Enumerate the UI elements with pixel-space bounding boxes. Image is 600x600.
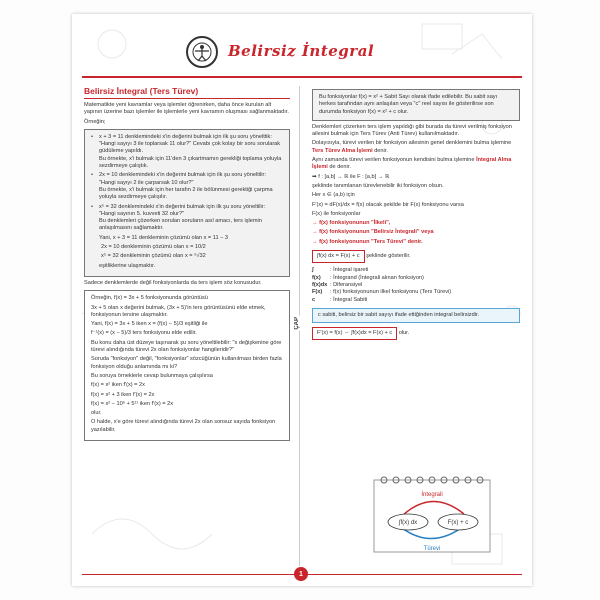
highlight-term: İntegral Alma İşlemi — [312, 157, 512, 171]
meaning: : f(x) fonksiyonunun ilkel fonksiyonu (Ters Türevi) — [330, 289, 452, 296]
notebook-illustration — [372, 474, 492, 554]
definition-row — [312, 275, 520, 282]
meaning: : Diferansiyel — [330, 281, 363, 288]
text: Aynı zamanda türevi verilen fonksiyonun kendisini bulma işlemine — [312, 157, 475, 164]
equation: f(x) = x² + 3 iken f′(x) = 2x — [91, 391, 155, 398]
integral-formula: ∫f(x) dx = F(x) + c — [312, 250, 365, 263]
names-list — [312, 211, 520, 246]
paragraph — [312, 140, 520, 155]
list-item: • 2x = 10 denklemindeki x'in değerini bulmak için ilk şu soru yöneltilir: "Hangi sayıyı 2 ile çarparsak 10 olur?" — [91, 172, 283, 187]
equation: f(x) = x² − 10⁶ + 5¹¹ iken f′(x) = 2x — [91, 400, 173, 407]
symbol: f(x)dx — [312, 281, 328, 288]
meaning: : İntegrand (İntegrali alınan fonksiyon) — [330, 274, 424, 281]
section-title: Belirsiz İntegral (Ters Türev) — [84, 86, 290, 99]
paragraph — [312, 157, 520, 172]
page-title: Belirsiz İntegral — [228, 42, 375, 60]
examples-box — [84, 129, 290, 277]
derivative-equation: F′(x) = dF(x)/dx = f(x) olacak şekilde bir F(x) fonksiyonu varsa — [312, 201, 464, 208]
text: de denir. — [329, 164, 351, 171]
left-column — [84, 86, 290, 444]
equation: f(x) = x² iken f′(x) = 2x — [91, 382, 145, 389]
box-line: Örneğin, f(x) = 3x + 5 fonksiyonunda görüntüsü — [91, 295, 208, 302]
list-item: F(x) ile fonksiyonlar — [312, 210, 361, 217]
vitruvian-logo-icon — [186, 36, 218, 68]
for-all-text: Her x ∈ (a,b) için — [312, 192, 355, 199]
summary-box — [312, 89, 520, 121]
equivalence-formula: F′(x) = f(x) ⇔ ∫f(x)dx = F(x) + c — [312, 327, 397, 340]
box-line: Bu soruya örneklerle cevap bulunmaya çalışılırsa — [91, 372, 213, 379]
box-line: Yani, f(x) = 3x + 5 iken x = (f(x) − 5)/3 eşitliği ile — [91, 321, 208, 328]
definition-row — [312, 297, 520, 304]
equation: x⁵ = 32 denkleminin çözümü olan x = ⁵√32 — [101, 253, 206, 260]
notebook-right-label: F(x) + c — [447, 520, 469, 526]
list-item: Yani, x + 3 = 11 denkleminin çözümü olan x = 11 − 3 — [99, 234, 229, 241]
list-item: • x⁵ = 32 denklemindeki x'in değerini bulmak için ilk şu soru yöneltilir: "Hangi sayının 5. kuvveti 32 olur?" — [91, 204, 283, 219]
intro-text: Matematikte yeni kavramlar veya işlemler öğrenirken, daha önce kurulan alt yapının üzerine bazı işlemler ile işlemlerle yeni kavramın oluşması sağlanmaktadır. — [84, 102, 289, 116]
example-label: Örneğin; — [84, 118, 106, 125]
symbol: f(x) — [312, 274, 321, 281]
function-definition: ➡ f : [a,b] → ℝ ile F : [a,b] → ℝ — [312, 173, 390, 180]
list-item: → f(x) fonksiyonunun "Ters Türevi" denir. — [312, 238, 423, 245]
list-item: → f(x) fonksiyonunun "Belirsiz İntegrali" veya — [312, 229, 434, 236]
box-line: Soruda "fonksiyon" değil, "fonksiyonlar" sözcüğünün kullanılması birden fazla fonksiyon olduğu anlamında mı ki? — [91, 356, 282, 370]
mid-text: Sadece denklemlerde değil fonksiyonlarda da ters işlem söz konusudur. — [84, 279, 262, 286]
document-page — [72, 14, 532, 586]
highlight-term: Ters Türev Alma İşlemi — [312, 147, 373, 154]
list-item: Bu örnekte, x'i bulmak için 11'den 3 çıkartmamın gerekliği toplama yoluyla sezdirmeye çalıştık. — [99, 155, 282, 170]
page-header — [72, 14, 532, 78]
box-line: f⁻¹(x) = (x − 5)/3 ters fonksiyonu elde edilir. — [91, 330, 197, 337]
symbol-definitions — [312, 267, 520, 303]
list-item: • x + 3 = 11 denklemindeki x'in değerini bulmak için ilk şu soru yönelttik: "Hangi sayıyı 3 ile toplarsak 11 olur?" Cevabı çok kolay bir soru sorularak güdüleme yapıldı. — [91, 134, 283, 156]
meaning: : İntegral Sabiti — [330, 296, 368, 303]
summary-text: Bu fonksiyonlar f(x) = x² + Sabit Sayı olarak ifade edilebilir. Bu sabit sayı herkes tarafından aynı anlaşılan veya "c" reel sayısı ile gösterilirse son durumda fonksiyon f(x) = x² + c olur. — [319, 94, 498, 115]
equivalence-tail: olur. — [398, 330, 410, 337]
integral-formula-row — [312, 250, 520, 263]
notebook-left-label: ∫f(x) dx — [398, 520, 418, 526]
symbol: ∫ — [312, 267, 314, 274]
text: Dolayısıyla, türevi verilen bir fonksiyon ailesinin genel denklemini bulma işlemine — [312, 140, 512, 147]
notebook-top-label: İntegrali — [421, 492, 443, 498]
definition-row — [312, 267, 520, 274]
page-number: 1 — [294, 567, 308, 581]
definition-row — [312, 289, 520, 296]
box-line: 3x + 5 olan x değerini bulmak, (3x + 5)'in ters görüntüsünü elde etmek, fonksiyonun tersine ulaşmaktır. — [91, 304, 266, 318]
header-rule — [82, 76, 522, 78]
box-line: O halde, x'e göre türevi alındığında türevi 2x olan sonsuz sayıda fonksiyon yazılabilir. — [91, 419, 276, 433]
note-box: c sabiti, belirsiz bir sabit sayıyı ifade ettiğinden integral belirsizdir. — [312, 308, 520, 323]
list-item: Bu örnekte, x'i bulmak için her tarafın 2 ile bölünmesi gerektiği çarpma yoluyla sezdirmeye çalışılır. — [99, 186, 273, 201]
box-line: Bu konu daha üst düzeye taşınarak şu soru yöneltilebilir: "x değişkenine göre türevi alındığında türevi 2x olan fonksiyonlar hangileridir?" — [91, 339, 282, 354]
right-column — [312, 86, 520, 342]
notebook-bottom-label: Türevi — [423, 546, 441, 552]
formula-tail: şeklinde gösterilir. — [366, 253, 411, 260]
equation: 2x = 10 denkleminin çözümü olan x = 10/2 — [101, 244, 206, 251]
vertical-brand-label: ÇAP — [294, 317, 300, 330]
definition-row — [312, 282, 520, 289]
meaning: : İntegral işareti — [330, 267, 369, 274]
box-line: olur. — [91, 410, 102, 417]
paragraph: Denklemleri çözerken ters işlem yapıldığı gibi burada da türevi verilmiş fonksiyon ailesini bulmak için Ters Türev (Anti Türev) kullanılmaktadır. — [312, 123, 512, 138]
symbol: F(x) — [312, 289, 323, 296]
list-item: eşitliklerine ulaşmaktır. — [99, 262, 156, 269]
text: denir. — [374, 147, 388, 154]
function-definition-cont: şeklinde tanımlanan türevlenebilir iki fonksiyon olsun. — [312, 182, 444, 189]
equivalence-row — [312, 327, 520, 340]
symbol: c — [312, 296, 316, 303]
function-example-box — [84, 290, 290, 441]
list-item: Bu denklemleri çözerken sorulan soruların asıl amacı, ters işlemin anlaşılmasını sağlamaktır. — [99, 218, 262, 232]
list-item: → f(x) fonksiyonunun "İlkeli", — [312, 220, 391, 227]
